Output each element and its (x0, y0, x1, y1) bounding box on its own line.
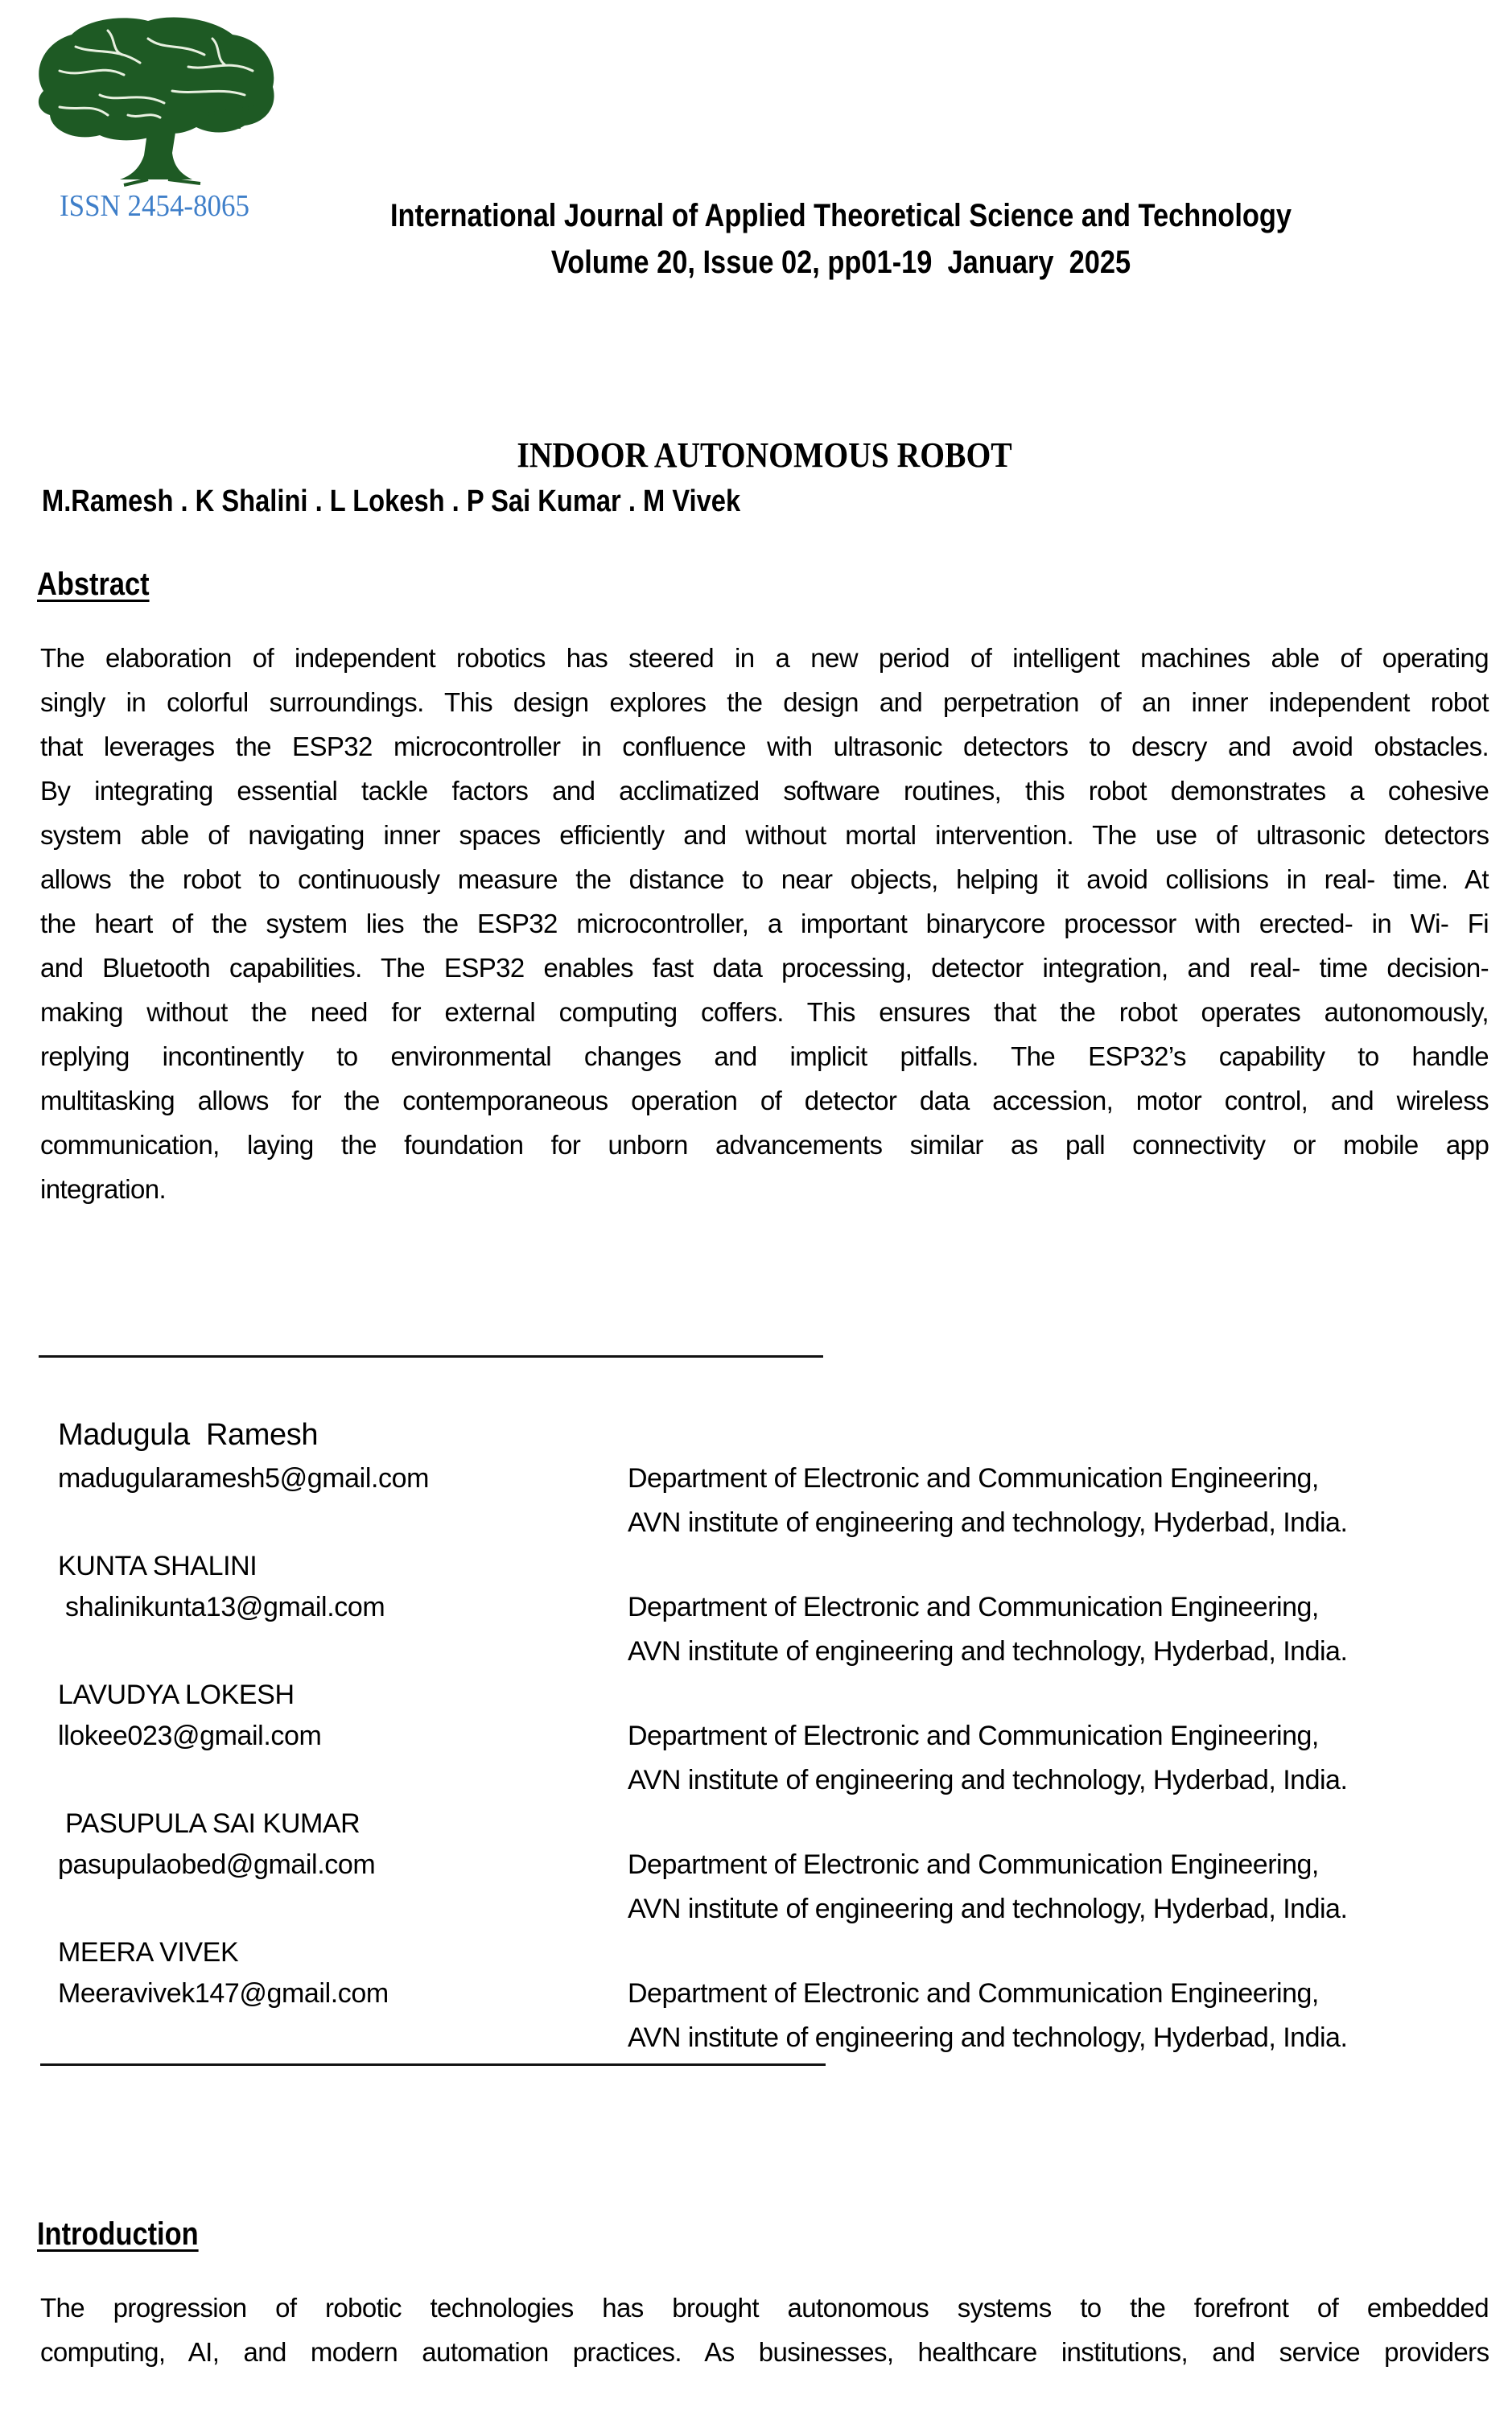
author-institute: AVN institute of engineering and technology, Hyderbad, India. (628, 2022, 1348, 2053)
author-email[interactable]: pasupulaobed@gmail.com (58, 1849, 376, 1880)
author-email[interactable]: Meeravivek147@gmail.com (58, 1978, 389, 2009)
author-institute: AVN institute of engineering and technology, Hyderbad, India. (628, 1894, 1348, 1924)
authors-line: M.Ramesh . K Shalini . L Lokesh . P Sai Kumar . M Vivek (42, 484, 741, 518)
journal-volume-issue: Volume 20, Issue 02, pp01-19 January 2025 (550, 245, 1131, 280)
abstract-paragraph (40, 636, 1489, 1211)
author-email[interactable]: shalinikunta13@gmail.com (58, 1592, 385, 1622)
footnote-separator-bottom (40, 2063, 826, 2066)
introduction-line: The progression of robotic technologies has brought autonomous systems to the forefront of embedded (40, 2293, 1489, 2323)
abstract-line: By integrating essential tackle factors and acclimatized software routines, this robot demonstrates a cohesive (40, 776, 1489, 806)
paper-title: INDOOR AUTONOMOUS ROBOT (517, 435, 1012, 475)
introduction-line: computing, AI, and modern automation practices. As businesses, healthcare institutions, and service providers (40, 2337, 1489, 2367)
abstract-heading: Abstract (37, 567, 150, 602)
author-department: Department of Electronic and Communication Engineering, (628, 1592, 1319, 1622)
author-name: Madugula Ramesh (58, 1418, 319, 1452)
abstract-line: integration. (40, 1174, 167, 1204)
author-department: Department of Electronic and Communication Engineering, (628, 1721, 1319, 1751)
abstract-line: the heart of the system lies the ESP32 microcontroller, a important binarycore processor with erected- in Wi- Fi (40, 909, 1489, 938)
author-department: Department of Electronic and Communication Engineering, (628, 1463, 1319, 1494)
introduction-heading: Introduction (37, 2216, 199, 2252)
tree-logo-icon (27, 14, 285, 188)
abstract-line: and Bluetooth capabilities. The ESP32 enables fast data processing, detector integration, and real- time decision- (40, 953, 1489, 983)
author-name: KUNTA SHALINI (58, 1551, 257, 1581)
abstract-line: multitasking allows for the contemporaneous operation of detector data accession, motor control, and wireless (40, 1086, 1489, 1115)
author-name: MEERA VIVEK (58, 1937, 239, 1968)
abstract-line: The elaboration of independent robotics has steered in a new period of intelligent machines able of operating (40, 643, 1489, 673)
introduction-paragraph (40, 2286, 1489, 2374)
abstract-line: communication, laying the foundation for unborn advancements similar as pall connectivity or mobile app (40, 1130, 1489, 1160)
abstract-line: making without the need for external computing coffers. This ensures that the robot operates autonomously, (40, 997, 1489, 1027)
footnote-separator-top (39, 1355, 823, 1358)
abstract-line: replying incontinently to environmental changes and implicit pitfalls. The ESP32’s capability to handle (40, 1041, 1489, 1071)
abstract-line: singly in colorful surroundings. This design explores the design and perpetration of an inner independent robot (40, 687, 1489, 717)
author-name: LAVUDYA LOKESH (58, 1680, 295, 1710)
abstract-line: system able of navigating inner spaces efficiently and without mortal intervention. The use of ultrasonic detectors (40, 820, 1489, 850)
abstract-line: allows the robot to continuously measure the distance to near objects, helping it avoid collisions in real- time. At (40, 864, 1489, 894)
author-email[interactable]: llokee023@gmail.com (58, 1721, 322, 1751)
author-department: Department of Electronic and Communication Engineering, (628, 1978, 1319, 2009)
author-email[interactable]: madugularamesh5@gmail.com (58, 1463, 430, 1494)
issn-label: ISSN 2454-8065 (60, 189, 250, 223)
author-institute: AVN institute of engineering and technology, Hyderbad, India. (628, 1507, 1348, 1538)
journal-title: International Journal of Applied Theoretical Science and Technology (389, 198, 1292, 233)
author-department: Department of Electronic and Communication Engineering, (628, 1849, 1319, 1880)
abstract-line: that leverages the ESP32 microcontroller in confluence with ultrasonic detectors to descry and avoid obstacles. (40, 732, 1489, 761)
author-name: PASUPULA SAI KUMAR (58, 1808, 360, 1839)
author-institute: AVN institute of engineering and technology, Hyderbad, India. (628, 1765, 1348, 1795)
author-institute: AVN institute of engineering and technology, Hyderbad, India. (628, 1636, 1348, 1667)
